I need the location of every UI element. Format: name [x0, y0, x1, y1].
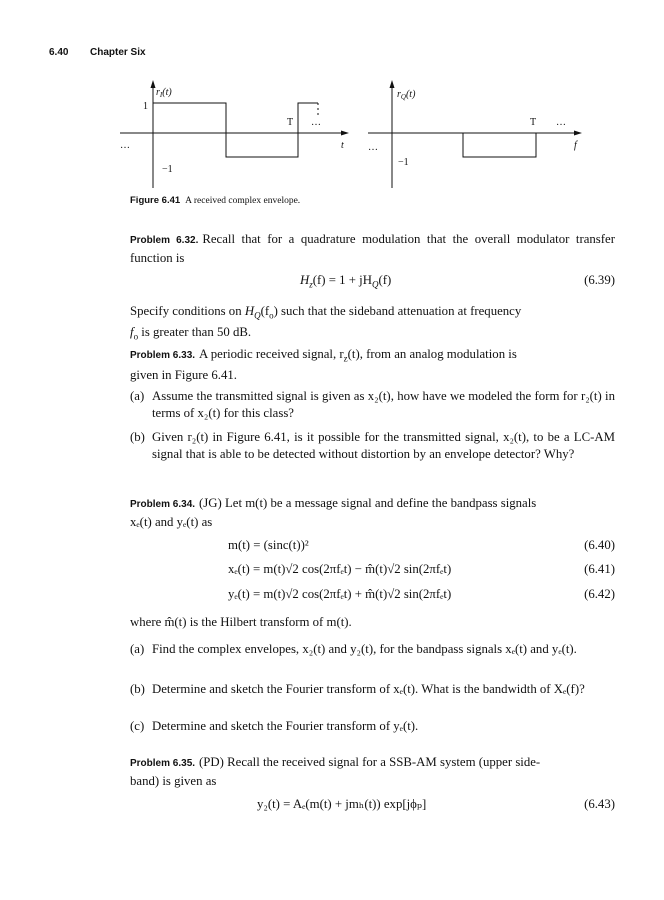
problem-6-32-intro: Problem 6.32. Recall that for a quadrature modulation that the overall modulator transfer function is	[130, 232, 615, 265]
left-period-label: T	[287, 117, 294, 128]
problem-6-34-intro: Problem 6.34. (JG) Let m(t) be a message signal and define the bandpass signals xₑ(t) and yₑ(t) as	[130, 496, 537, 529]
left-dots-right: …	[311, 117, 321, 128]
problem-6-33-part-b: (b) Given r₂(t) in Figure 6.41, is it possible for the transmitted signal, x₂(t), to be a LC-AM signal that is able to be detected without distortion by an envelope detector? Why?	[130, 430, 615, 461]
left-tick-low: −1	[162, 164, 173, 175]
left-xlabel: t	[341, 140, 344, 151]
left-dots-left: …	[120, 140, 130, 151]
equation-number-6-39: (6.39)	[584, 273, 615, 287]
equation-number-6-40: (6.40)	[584, 538, 615, 552]
right-ylabel: $r_Q(t)$	[397, 89, 416, 101]
caption-text: A received complex envelope.	[185, 196, 301, 206]
right-dots-left: …	[368, 142, 378, 153]
caption-label: Figure 6.41	[130, 195, 181, 206]
left-signal	[153, 103, 318, 157]
equation-number-6-43: (6.43)	[584, 797, 615, 811]
equation-6-41: xₑ(t) = m(t)√2 cos(2πfₑt) − m̂(t)√2 sin(2πfₑt)	[228, 562, 452, 576]
right-period-label: T	[530, 117, 537, 128]
equation-6-39: $H_z(f) = 1 + jH_Q(f)$	[300, 273, 392, 290]
equation-6-43: y₂(t) = Aₑ(m(t) + jmₕ(t)) exp[jϕₚ]	[257, 797, 427, 811]
left-y-arrow	[151, 80, 156, 88]
equation-6-42: yₑ(t) = m(t)√2 cos(2πfₑt) + m̂(t)√2 sin(2πfₑt)	[228, 587, 452, 601]
left-ylabel: $r_I(t)$	[156, 87, 172, 99]
left-x-arrow	[341, 131, 349, 136]
left-tick-high: 1	[143, 101, 148, 112]
problem-label: Problem 6.33.	[130, 350, 196, 361]
right-plot	[368, 80, 582, 188]
right-tick-low: −1	[398, 157, 409, 168]
right-dots-right: …	[556, 117, 566, 128]
equation-number-6-41: (6.41)	[584, 562, 615, 576]
problem-6-34-part-b: (b) Determine and sketch the Fourier transform of xₑ(t). What is the bandwidth of Xₑ(f)?	[130, 682, 585, 696]
problem-6-35-intro: Problem 6.35. (PD) Recall the received signal for a SSB-AM system (upper side- band) is given as	[130, 755, 541, 788]
figure-caption	[130, 195, 300, 206]
left-plot	[120, 80, 349, 188]
problem-6-34-where: where m̂(t) is the Hilbert transform of m(t).	[130, 615, 352, 629]
chapter-title: Chapter Six	[90, 47, 146, 58]
problem-label: Problem 6.34.	[130, 499, 196, 510]
problem-label: Problem 6.32.	[130, 235, 199, 246]
figure-6-41	[0, 0, 664, 200]
problem-label: Problem 6.35.	[130, 758, 196, 769]
page-number: 6.40	[49, 47, 69, 58]
equation-6-40: m(t) = (sinc(t))²	[228, 538, 309, 552]
problem-6-34-part-a: (a) Find the complex envelopes, x₂(t) and y₂(t), for the bandpass signals xₑ(t) and yₑ(t).	[130, 642, 577, 656]
right-y-arrow	[390, 80, 395, 88]
problem-6-34-part-c: (c) Determine and sketch the Fourier transform of yₑ(t).	[130, 719, 419, 733]
problem-6-32-condition: Specify conditions on $H_Q(f_o)$ such that the sideband attenuation at frequency $f_o$ is greater than 50 dB.	[130, 304, 522, 342]
right-x-arrow	[574, 131, 582, 136]
right-xlabel: f	[574, 140, 577, 151]
equation-number-6-42: (6.42)	[584, 587, 615, 601]
problem-6-33-part-a: (a) Assume the transmitted signal is given as x₂(t), how have we modeled the form for r₂(t) in terms of x₂(t) for this class?	[130, 389, 615, 420]
problem-6-33-intro: Problem 6.33. A periodic received signal, $r_z(t)$, from an analog modulation is given in Figure 6.41.	[130, 347, 517, 383]
right-signal	[463, 133, 536, 157]
